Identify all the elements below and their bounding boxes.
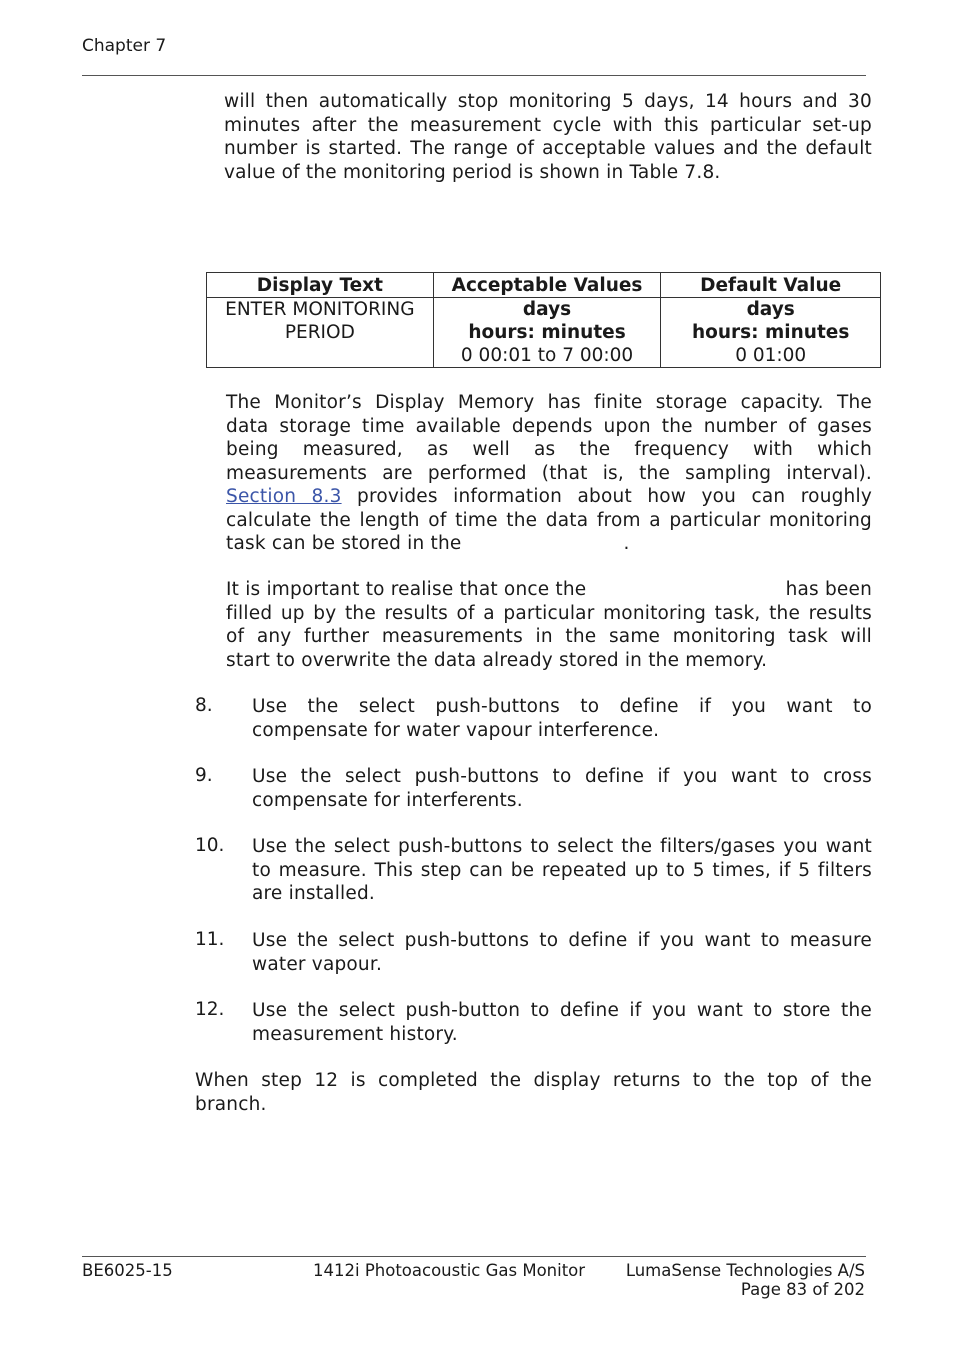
intro-line: value of the monitoring period is shown in Table 7.8. bbox=[224, 161, 721, 183]
step-number: 11. bbox=[195, 929, 225, 950]
para-line-text: It is important to realise that once the bbox=[226, 579, 587, 600]
step-line: Use the select push-buttons to select the filters/gases you want bbox=[252, 836, 872, 857]
step-number: 8. bbox=[195, 695, 213, 716]
para-line: branch. bbox=[195, 1093, 267, 1115]
footer-doc-id: BE6025-15 bbox=[82, 1261, 173, 1280]
cell-unit-label: hours: minutes bbox=[691, 322, 850, 343]
para-line bbox=[226, 578, 872, 602]
para-line bbox=[226, 532, 872, 556]
para-line: The Monitor’s Display Memory has finite storage capacity. The bbox=[226, 392, 872, 413]
step-line: Use the select push-buttons to define if you want to bbox=[252, 696, 872, 717]
cell-text: ENTER MONITORING bbox=[225, 299, 415, 320]
column-header: Default Value bbox=[661, 273, 881, 298]
cell-unit-label: days bbox=[746, 299, 795, 320]
table-header-row bbox=[207, 273, 881, 298]
column-header: Acceptable Values bbox=[433, 273, 661, 298]
display-text-cell bbox=[207, 298, 434, 368]
para-line: measurements are performed (that is, the sampling interval). bbox=[226, 462, 872, 484]
step-line: Use the select push-button to define if you want to store the bbox=[252, 1000, 872, 1021]
para-line-text: task can be stored in the bbox=[226, 533, 462, 554]
step-text bbox=[252, 929, 872, 976]
step-line: water vapour. bbox=[252, 953, 383, 975]
step-line: are installed. bbox=[252, 883, 375, 904]
acceptable-values-cell bbox=[433, 298, 661, 368]
intro-line: will then automatically stop monitoring 5 days, 14 hours and 30 bbox=[224, 91, 872, 112]
cell-unit-label: hours: minutes bbox=[468, 322, 626, 343]
footer-product: 1412i Photoacoustic Gas Monitor bbox=[313, 1261, 586, 1280]
para-line-text: provides information about how you can roughly bbox=[357, 486, 872, 507]
step-number: 9. bbox=[195, 765, 213, 786]
step-number: 10. bbox=[195, 835, 225, 856]
cell-text: PERIOD bbox=[284, 322, 355, 343]
header-rule bbox=[82, 75, 866, 76]
default-value-cell bbox=[661, 298, 881, 368]
intro-paragraph bbox=[224, 90, 872, 184]
intro-line: number is started. The range of acceptable values and the default bbox=[224, 138, 872, 159]
step-line: to measure. This step can be repeated up to 5 times, if 5 filters bbox=[252, 859, 872, 881]
para-line: of any further measurements in the same monitoring task will bbox=[226, 626, 872, 647]
column-header: Display Text bbox=[207, 273, 434, 298]
step-line: Use the select push-buttons to define if you want to cross bbox=[252, 766, 872, 787]
footer-rule bbox=[82, 1256, 866, 1257]
step-line: compensate for interferents. bbox=[252, 789, 523, 811]
para-line: data storage time available depends upon the number of gases bbox=[226, 415, 872, 437]
monitoring-period-table bbox=[206, 272, 881, 368]
closing-paragraph bbox=[195, 1069, 872, 1116]
footer-company: LumaSense Technologies A/S bbox=[625, 1261, 865, 1280]
step-number: 12. bbox=[195, 999, 225, 1020]
para-line: calculate the length of time the data from a particular monitoring bbox=[226, 509, 872, 531]
section-link[interactable]: Section 8.3 bbox=[226, 486, 342, 507]
cell-unit-label: days bbox=[522, 299, 572, 320]
step-text bbox=[252, 765, 872, 812]
footer-page-number: Page 83 of 202 bbox=[740, 1280, 865, 1299]
para-line bbox=[226, 485, 872, 509]
para-line: filled up by the results of a particular monitoring task, the results bbox=[226, 602, 872, 624]
step-text bbox=[252, 695, 872, 742]
cell-default-value: 0 01:00 bbox=[735, 345, 807, 366]
cell-range-value: 0 00:01 to 7 00:00 bbox=[460, 345, 634, 366]
para-line: start to overwrite the data already stored in the memory. bbox=[226, 649, 768, 671]
table-row bbox=[207, 298, 881, 368]
step-text bbox=[252, 999, 872, 1046]
para-line: being measured, as well as the frequency with which bbox=[226, 439, 872, 460]
overwrite-paragraph bbox=[226, 578, 872, 672]
running-header-chapter: Chapter 7 bbox=[82, 36, 167, 56]
step-line: measurement history. bbox=[252, 1023, 458, 1045]
step-text bbox=[252, 835, 872, 906]
step-line: compensate for water vapour interference. bbox=[252, 719, 660, 741]
step-line: Use the select push-buttons to define if you want to measure bbox=[252, 930, 872, 951]
para-line: When step 12 is completed the display returns to the top of the bbox=[195, 1070, 872, 1091]
para-line-text: . bbox=[623, 533, 630, 554]
memory-paragraph bbox=[226, 391, 872, 556]
intro-line: minutes after the measurement cycle with this particular set-up bbox=[224, 114, 872, 136]
para-line-text: has been bbox=[785, 579, 872, 600]
